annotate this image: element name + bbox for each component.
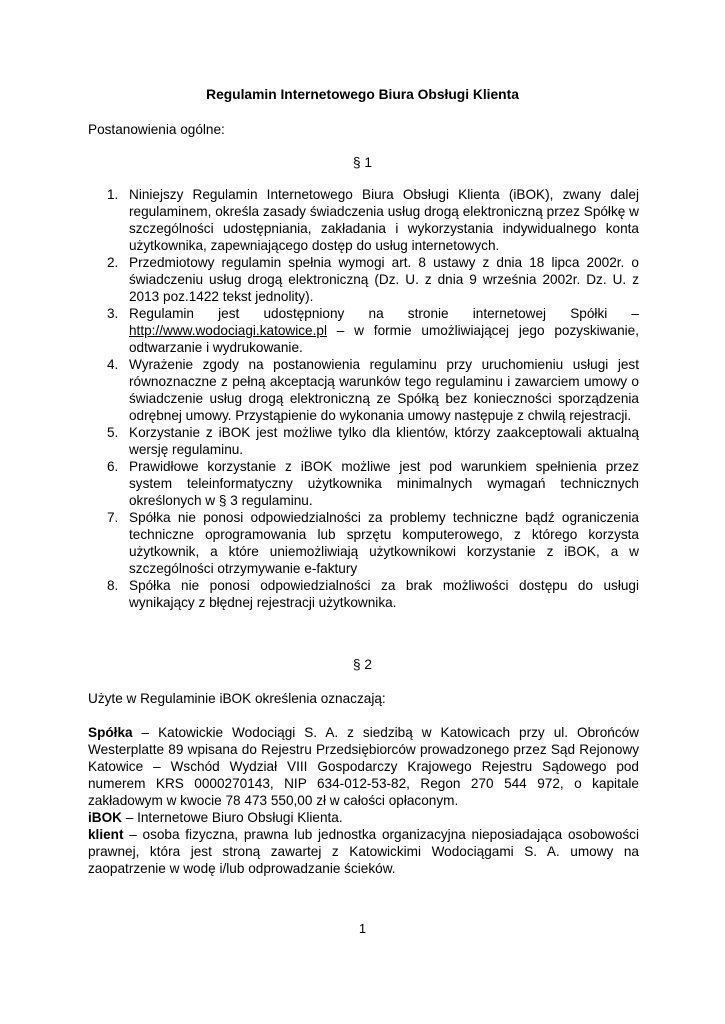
list-item-text: Wyrażenie zgody na postanowienia regulaminu przy uruchomieniu usługi jest równoznaczne z pełną akceptacją warunków tego regulaminu i zawarciem umowy o świadczenie usług drogą elektroniczną ze Spółką bez konieczności sporządzenia odrębnej umowy. Przystąpienie do wykonania umowy następuje z chwilą rejestracji. (129, 357, 639, 423)
section-1-mark: § 1 (353, 155, 372, 170)
list-item-text: Spółka nie ponosi odpowiedzialności za brak możliwości dostępu do usługi wynikający z błędnej rejestracji użytkownika. (129, 578, 639, 610)
list-item (107, 509, 639, 577)
list-item (107, 254, 639, 305)
list-item-text: Niniejszy Regulamin Internetowego Biura Obsługi Klienta (iBOK), zwany dalej regulaminem, określa zasady świadczenia usług drogą elektroniczną przez Spółkę w szczególności udostępniania, zakładania i wykorzystania indywidualnego konta użytkownika, zapewniającego dostęp do usług internetowych. (129, 187, 639, 253)
section-1-list (107, 186, 639, 611)
list-item (107, 356, 639, 424)
definition-text: – Katowickie Wodociągi S. A. z siedzibą w Katowicach przy ul. Obrońców Westerplatte 89 wpisana do Rejestru Przedsiębiorców prowadzonego przez Sąd Rejonowy Katowice – Wschód Wydział VIII Gospodarczy Krajowego Rejestru Sądowego pod numerem KRS 0000270143, NIP 634-012-53-82, Regon 270 544 972, o kapitale zakładowym w kwocie 78 473 550,00 zł w całości opłaconym. (88, 725, 639, 808)
list-item (107, 424, 639, 458)
list-item-number: 7. (107, 510, 119, 525)
list-item (107, 186, 639, 254)
definition-item (88, 826, 639, 877)
section-2-intro: Użyte w Regulaminie iBOK określenia oznaczają: (88, 691, 386, 706)
list-item-text-after: – w formie umożliwiającej jego pozyskiwanie, odtwarzanie i wydrukowanie. (129, 323, 639, 355)
list-item-number: 3. (107, 306, 119, 321)
definition-item (88, 809, 639, 826)
list-item-text (129, 305, 639, 356)
section-2-mark: § 2 (353, 657, 372, 672)
list-item (107, 458, 639, 509)
list-item-text: Spółka nie ponosi odpowiedzialności za problemy techniczne bądź ograniczenia techniczne oprogramowania lub sprzętu komputerowego, z którego korzysta użytkownik, a które uniemożliwiają użytkownikowi korzystanie z iBOK, a w szczególności otrzymywanie e-faktury (129, 510, 639, 576)
list-item-text: Przedmiotowy regulamin spełnia wymogi art. 8 ustawy z dnia 18 lipca 2002r. o świadczeniu usług drogą elektroniczną (Dz. U. z dnia 9 września 2002r. Dz. U. z 2013 poz.1422 tekst jednolity). (129, 255, 639, 304)
general-provisions-heading: Postanowienia ogólne: (88, 122, 225, 137)
list-item-number: 1. (107, 187, 119, 202)
list-item-text-before: Regulamin jest udostępniony na stronie internetowej Spółki – (129, 306, 639, 321)
definition-text: – osoba fizyczna, prawna lub jednostka organizacyjna nieposiadająca osobowości prawnej, która jest stroną zawartej z Katowickimi Wodociągami S. A. umowy na zaopatrzenie w wodę i/lub odprowadzanie ścieków. (88, 827, 639, 876)
document-title: Regulamin Internetowego Biura Obsługi Klienta (206, 87, 519, 102)
list-item-number: 2. (107, 255, 119, 270)
website-link[interactable]: http://www.wodociagi.katowice.pl (129, 323, 327, 338)
definitions-list (88, 724, 639, 877)
list-item-number: 4. (107, 357, 119, 372)
list-item-number: 8. (107, 578, 119, 593)
list-item (107, 305, 639, 356)
definition-term: klient (88, 827, 124, 842)
definition-text: – Internetowe Biuro Obsługi Klienta. (121, 810, 343, 825)
list-item-text: Korzystanie z iBOK jest możliwe tylko dla klientów, którzy zaakceptowali aktualną wersję regulaminu. (129, 425, 639, 457)
page-number: 1 (358, 921, 367, 936)
definition-item (88, 724, 639, 809)
list-item-number: 5. (107, 425, 119, 440)
list-item-number: 6. (107, 459, 119, 474)
definition-term: iBOK (88, 810, 122, 825)
list-item (107, 577, 639, 611)
list-item-text: Prawidłowe korzystanie z iBOK możliwe jest pod warunkiem spełnienia przez system teleinformatyczny użytkownika minimalnych wymagań technicznych określonych w § 3 regulaminu. (129, 459, 639, 508)
definition-term: Spółka (88, 725, 133, 740)
